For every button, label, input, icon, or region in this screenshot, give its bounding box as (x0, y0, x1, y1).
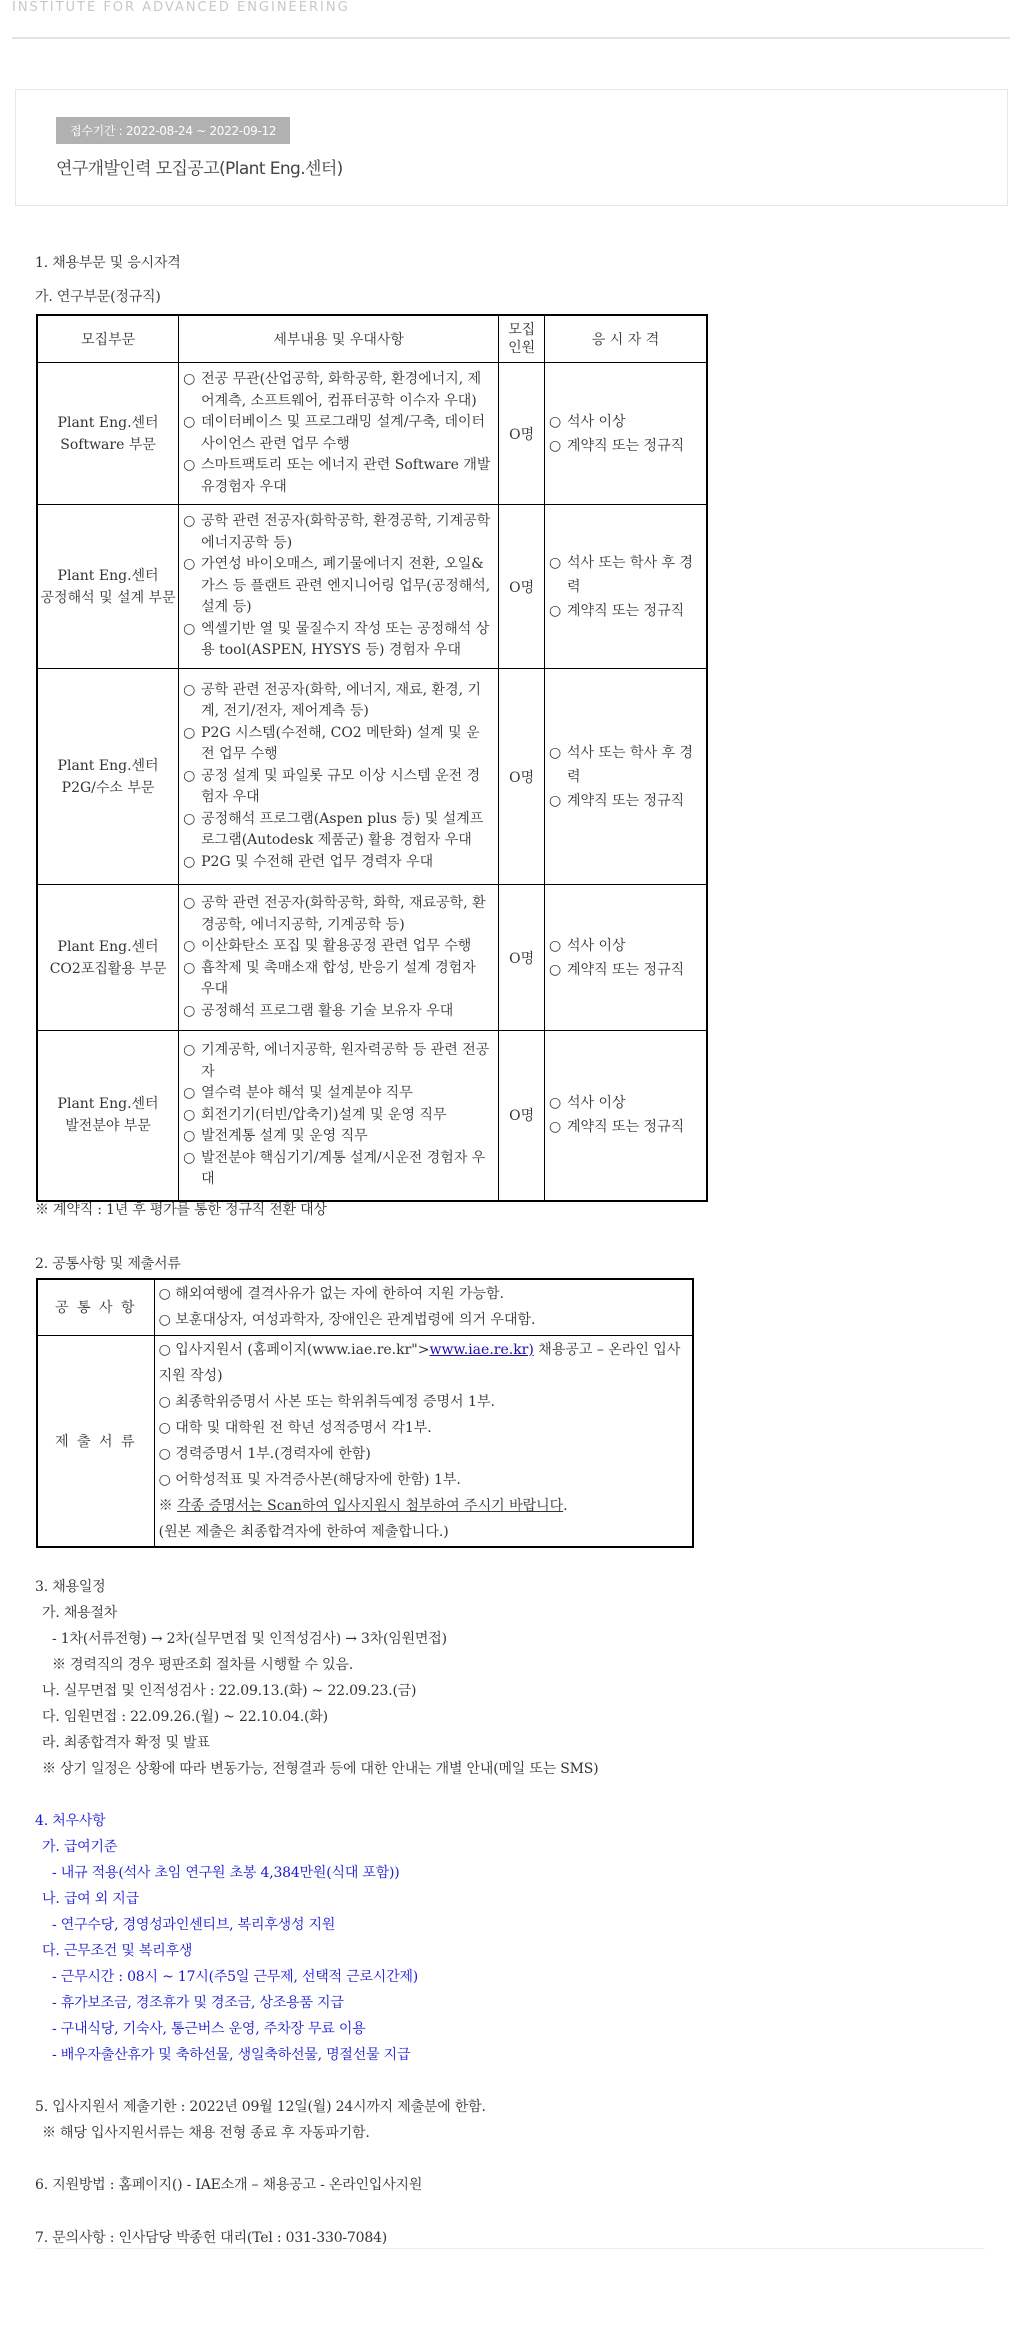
list-item: ○ 공학 관련 전공자(화학공학, 환경공학, 기계공학 에너지공학 등) (183, 511, 492, 554)
list-item: ○ 이산화탄소 포집 및 활용공정 관련 업무 수행 (183, 936, 492, 958)
section1-subtitle: 가. 연구부문(정규직) (35, 289, 161, 305)
notice-title: 연구개발인력 모집공고(Plant Eng.센터) (56, 159, 343, 179)
qual-cell (545, 505, 707, 669)
period-badge: 접수기간 : 2022-08-24 ~ 2022-09-12 (56, 117, 290, 144)
bullet: ○ (549, 1095, 562, 1112)
details-cell (179, 505, 499, 669)
list-item: ○ 계약직 또는 정규직 (549, 434, 700, 458)
list-item: (원본 제출은 최종합격자에 한하여 제출합니다.) (158, 1523, 449, 1540)
list-item: ○ 계약직 또는 정규직 (549, 1115, 700, 1139)
dept-cell (37, 669, 179, 885)
list-item: ○ 공학 관련 전공자(화학, 에너지, 재료, 환경, 기계, 전기/전자, 제어계측 등) (183, 680, 492, 723)
list-item: ○ P2G 시스템(수전해, CO2 메탄화) 설계 및 운전 업무 수행 (183, 723, 492, 766)
dept-line: P2G/수소 부문 (61, 779, 155, 796)
list-item: ○ 어학성적표 및 자격증사본(해당자에 한함) 1부. (158, 1471, 461, 1488)
common-table (36, 1278, 694, 1548)
details-cell (179, 363, 499, 505)
bullet: ○ (183, 513, 196, 530)
bullet: ○ (183, 959, 196, 976)
bullet: ○ (183, 371, 196, 387)
scan-note: ※ 각종 증명서는 Scan하여 입사지원시 첨부하여 주시기 바랍니다. (158, 1497, 568, 1514)
benefit-line: - 근무시간 : 08시 ~ 17시(주5일 근무제, 선택적 근로시간제) (52, 1969, 419, 1985)
bullet: ○ (183, 810, 196, 827)
dept-cell (37, 505, 179, 669)
docs-label: 제 출 서 류 (37, 1335, 154, 1547)
bullet: ○ (183, 1002, 196, 1019)
list-item: ○ P2G 및 수전해 관련 업무 경력자 우대 (183, 852, 492, 874)
bullet: ○ (549, 937, 562, 954)
benefit-line: - 내규 적용(석사 초임 연구원 초봉 4,384만원(식대 포함)) (52, 1865, 400, 1881)
list-item: ○ 석사 또는 학사 후 경력 (549, 551, 700, 599)
bullet: ○ (183, 457, 196, 473)
bullet: ○ (183, 681, 196, 698)
list-item: ○ 회전기기(터빈/압축기)설계 및 운영 직무 (183, 1105, 492, 1127)
list-item: ○ 엑셀기반 열 및 물질수지 작성 또는 공정해석 상용 tool(ASPEN, HYSYS 등) 경험자 우대 (183, 619, 492, 662)
dept-line: Plant Eng.센터 (57, 1096, 159, 1113)
dept-line: 공정해석 및 설계 부문 (40, 589, 176, 606)
schedule-line: 가. 채용절차 (42, 1605, 118, 1621)
table-row (37, 363, 707, 505)
list-item: ○ 석사 이상 (549, 410, 700, 434)
list-item: ○ 흡착제 및 촉매소재 합성, 반응기 설계 경험자 우대 (183, 958, 492, 1001)
bullet: ○ (549, 792, 562, 809)
list-item: ○ 스마트팩토리 또는 에너지 관련 Software 개발 유경험자 우대 (183, 455, 492, 498)
section2-title: 2. 공통사항 및 제출서류 (35, 1256, 181, 1272)
count-cell: O명 (499, 885, 545, 1031)
list-item: ○ 경력증명서 1부.(경력자에 한함) (158, 1445, 371, 1462)
bullet: ○ (183, 767, 196, 784)
benefit-line: 다. 근무조건 및 복리후생 (42, 1943, 193, 1959)
header-qual: 응 시 자 격 (545, 315, 707, 363)
benefit-line: - 휴가보조금, 경조휴가 및 경조금, 상조용품 지급 (52, 1995, 344, 2011)
schedule-line: 다. 임원면접 : 22.09.26.(월) ~ 22.10.04.(화) (42, 1709, 328, 1725)
table-row (37, 1279, 693, 1335)
schedule-line: ※ 경력직의 경우 평판조회 절차를 시행할 수 있음. (52, 1657, 353, 1673)
list-item: ○ 석사 또는 학사 후 경력 (549, 741, 700, 789)
dept-cell (37, 885, 179, 1031)
brand-header: INSTITUTE FOR ADVANCED ENGINEERING (12, 0, 350, 15)
table-row (37, 505, 707, 669)
list-item: ○ 대학 및 대학원 전 학년 성적증명서 각1부. (158, 1419, 432, 1436)
list-item: ○ 최종학위증명서 사본 또는 학위취득예정 증명서 1부. (158, 1393, 495, 1410)
bullet: ○ (183, 1085, 196, 1101)
schedule-line: ※ 상기 일정은 상황에 따라 변동가능, 전형결과 등에 대한 안내는 개별 안내(메일 또는 SMS) (42, 1761, 599, 1777)
dept-line: Plant Eng.센터 (57, 938, 159, 955)
bullet: ○ (183, 414, 196, 430)
recruit-table-header (37, 315, 707, 363)
table-row (37, 885, 707, 1031)
list-item: ○ 기계공학, 에너지공학, 원자력공학 등 관련 전공자 (183, 1040, 492, 1083)
bullet: ○ (183, 556, 196, 573)
list-item: ○ 공정해석 프로그램 활용 기술 보유자 우대 (183, 1001, 492, 1023)
bullet: ○ (549, 961, 562, 978)
bottom-divider (35, 2248, 985, 2249)
schedule-line: - 1차(서류전형) → 2차(실무면접 및 인적성검사) → 3차(임원면접) (52, 1631, 447, 1647)
list-item: ○ 공학 관련 전공자(화학공학, 화학, 재료공학, 환경공학, 에너지공학, 기계공학 등) (183, 893, 492, 936)
list-item: ○ 석사 이상 (549, 934, 700, 958)
qual-cell (545, 669, 707, 885)
list-item: ○ 열수력 분야 해석 및 설계분야 직무 (183, 1083, 492, 1105)
section4-title: 4. 처우사항 (35, 1813, 106, 1829)
common-label: 공 통 사 항 (37, 1279, 154, 1335)
list-item: ○ 공정해석 프로그램(Aspen plus 등) 및 설계프로그램(Autodesk 제품군) 활용 경험자 우대 (183, 809, 492, 852)
bullet: ○ (183, 1128, 196, 1144)
list-item: ○ 계약직 또는 정규직 (549, 958, 700, 982)
bullet: ○ (183, 620, 196, 637)
table-row (37, 669, 707, 885)
list-item: ○ 공정 설계 및 파일롯 규모 이상 시스템 운전 경험자 우대 (183, 766, 492, 809)
list-item: ○ 가연성 바이오매스, 폐기물에너지 전환, 오일&가스 등 플랜트 관련 엔지니어링 업무(공정해석, 설계 등) (183, 554, 492, 619)
header-divider (12, 37, 1010, 39)
qual-cell (545, 1031, 707, 1201)
apply-method: 6. 지원방법 : 홈페이지() - IAE소개 – 채용공고 - 온라인입사지원 (35, 2177, 423, 2193)
notice-card (15, 89, 1008, 206)
schedule-line: 나. 실무면접 및 인적성검사 : 22.09.13.(화) ~ 22.09.23.(금) (42, 1683, 417, 1699)
details-cell (179, 669, 499, 885)
dept-line: Plant Eng.센터 (57, 567, 159, 584)
contract-note: ※ 계약직 : 1년 후 평가를 통한 정규직 전환 대상 (35, 1202, 327, 1218)
list-item: ○ 석사 이상 (549, 1091, 700, 1115)
header-count: 모집 인원 (499, 315, 545, 363)
schedule-line: 라. 최종합격자 확정 및 발표 (42, 1735, 210, 1751)
count-cell: O명 (499, 669, 545, 885)
table-row (37, 1031, 707, 1201)
dept-cell (37, 363, 179, 505)
dept-line: Plant Eng.센터 (57, 414, 159, 431)
dept-cell (37, 1031, 179, 1201)
count-cell: O명 (499, 1031, 545, 1201)
benefit-line: - 구내식당, 기숙사, 통근버스 운영, 주차장 무료 이용 (52, 2021, 366, 2037)
list-item: 지원 작성) (158, 1367, 223, 1384)
bullet: ○ (183, 938, 196, 954)
section1-title: 1. 채용부문 및 응시자격 (35, 255, 181, 271)
header-dept: 모집부문 (37, 315, 179, 363)
qual-cell (545, 363, 707, 505)
bullet: ○ (183, 895, 196, 911)
list-item: ○ 계약직 또는 정규직 (549, 599, 700, 623)
common-cell (154, 1279, 693, 1335)
bullet: ○ (183, 724, 196, 741)
bullet: ○ (183, 1149, 196, 1166)
deadline-line: 5. 입사지원서 제출기한 : 2022년 09월 12일(월) 24시까지 제출분에 한함. (35, 2099, 486, 2115)
details-cell (179, 885, 499, 1031)
docs-cell (154, 1335, 693, 1547)
list-item: ○ 발전분야 핵심기기/계통 설계/시운전 경험자 우대 (183, 1148, 492, 1191)
dept-line: Software 부문 (60, 436, 156, 453)
recruit-table (36, 314, 708, 1202)
benefit-line: - 배우자출산휴가 및 축하선물, 생일축하선물, 명절선물 지급 (52, 2047, 411, 2063)
deadline-note: ※ 해당 입사지원서류는 채용 전형 종료 후 자동파기함. (42, 2125, 370, 2141)
list-item: ○ 전공 무관(산업공학, 화학공학, 환경에너지, 제어계측, 소프트웨어, 컴퓨터공학 이수자 우대) (183, 369, 492, 412)
count-cell: O명 (499, 363, 545, 505)
header-details: 세부내용 및 우대사항 (179, 315, 499, 363)
bullet: ○ (549, 413, 562, 430)
homepage-link[interactable]: www.iae.re.kr) (429, 1341, 534, 1358)
section3-title: 3. 채용일정 (35, 1579, 106, 1595)
list-item: ○ 보훈대상자, 여성과학자, 장애인은 관계법령에 의거 우대함. (158, 1312, 536, 1329)
bullet: ○ (549, 602, 562, 619)
bullet: ○ (183, 1106, 196, 1123)
list-item: ○ 입사지원서 (홈페이지(www.iae.re.kr">www.iae.re.kr) 채용공고 – 온라인 입사 (158, 1341, 681, 1358)
list-item: ○ 계약직 또는 정규직 (549, 789, 700, 813)
benefit-line: 가. 급여기준 (42, 1839, 118, 1855)
dept-line: 발전분야 부문 (65, 1118, 151, 1135)
bullet: ○ (183, 853, 196, 870)
details-cell (179, 1031, 499, 1201)
bullet: ○ (549, 554, 562, 571)
benefit-line: 나. 급여 외 지급 (42, 1891, 139, 1907)
bullet: ○ (183, 1042, 196, 1058)
list-item: ○ 해외여행에 결격사유가 없는 자에 한하여 지원 가능함. (158, 1286, 504, 1303)
bullet: ○ (549, 744, 562, 761)
qual-cell (545, 885, 707, 1031)
list-item: ○ 발전계통 설계 및 운영 직무 (183, 1126, 492, 1148)
bullet: ○ (549, 1119, 562, 1136)
dept-line: Plant Eng.센터 (57, 757, 159, 774)
dept-line: CO2포집활용 부문 (49, 960, 167, 977)
benefit-line: - 연구수당, 경영성과인센티브, 복리후생성 지원 (52, 1917, 336, 1933)
bullet: ○ (549, 437, 562, 454)
contact-line: 7. 문의사항 : 인사담당 박종헌 대리(Tel : 031-330-7084) (35, 2230, 388, 2246)
count-cell: O명 (499, 505, 545, 669)
table-row (37, 1335, 693, 1547)
list-item: ○ 데이터베이스 및 프로그래밍 설계/구축, 데이터 사이언스 관련 업무 수행 (183, 412, 492, 455)
